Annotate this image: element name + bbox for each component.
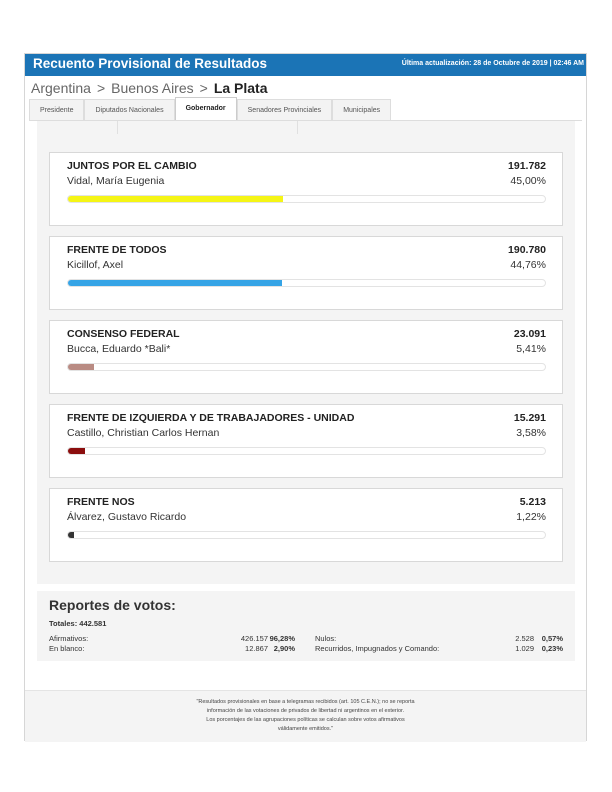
reports-totals: Totales: 442.581 (49, 619, 107, 628)
disclaimer-line: Los porcentajes de las agrupaciones políticas se calculan sobre votos afirmativos (206, 717, 405, 723)
results-frame (24, 53, 587, 741)
vote-reports (37, 591, 575, 661)
page-title: Recuento Provisional de Resultados (33, 56, 268, 71)
afirmativos-label: Afirmativos: (49, 634, 89, 643)
party-name: JUNTOS POR EL CAMBIO (67, 160, 197, 172)
vote-bar-fill (68, 196, 283, 202)
filter-strip (37, 121, 575, 134)
disclaimer-line: válidamente emitidos." (277, 726, 334, 732)
afirmativos-votes: 426.157 (240, 634, 268, 643)
breadcrumb-province[interactable]: Buenos Aires (111, 80, 194, 96)
nulos-percent: 0,57% (541, 634, 563, 643)
breadcrumb (31, 80, 268, 96)
vote-count: 190.780 (508, 244, 546, 256)
recurridos-label: Recurridos, Impugnados y Comando: (315, 644, 440, 653)
party-name: CONSENSO FEDERAL (67, 328, 180, 340)
tab-municipales[interactable]: Municipales (332, 99, 391, 120)
vote-bar (67, 279, 546, 287)
breadcrumb-city: La Plata (213, 80, 268, 96)
tab-gobernador[interactable]: Gobernador (175, 97, 237, 120)
blanco-percent: 2,90% (273, 644, 295, 653)
result-card (49, 152, 563, 226)
vote-percent: 3,58% (516, 427, 546, 439)
blanco-votes: 12.867 (245, 644, 268, 653)
vote-count: 15.291 (513, 412, 546, 424)
tab-diputados-nacionales[interactable]: Diputados Nacionales (84, 99, 174, 120)
disclaimer-line: información de las votaciones de privados de libertad ni argentinos en el exterior. (206, 708, 405, 714)
vote-count: 23.091 (513, 328, 546, 340)
recurridos-percent: 0,23% (541, 644, 563, 653)
vote-percent: 45,00% (510, 175, 546, 187)
vote-bar (67, 447, 546, 455)
blanco-label: En blanco: (49, 644, 85, 653)
party-name: FRENTE DE IZQUIERDA Y DE TRABAJADORES - UNIDAD (67, 412, 355, 424)
vote-bar-fill (68, 364, 94, 370)
vote-count: 191.782 (508, 160, 546, 172)
vote-percent: 1,22% (516, 511, 546, 523)
candidate-name: Álvarez, Gustavo Ricardo (67, 511, 187, 523)
tab-presidente[interactable]: Presidente (29, 99, 84, 120)
strip-divider (117, 121, 118, 134)
reports-title: Reportes de votos: (49, 597, 176, 613)
vote-bar-fill (68, 532, 74, 538)
candidate-name: Kicillof, Axel (67, 259, 124, 271)
results-panel (37, 134, 575, 584)
vote-percent: 5,41% (516, 343, 546, 355)
breadcrumb-separator: > (199, 80, 208, 96)
disclaimer-footer (25, 690, 586, 742)
vote-bar-fill (68, 448, 85, 454)
breadcrumb-separator: > (96, 80, 106, 96)
last-updated: Última actualización: 28 de Octubre de 2019 | 02:46 AM (401, 60, 584, 67)
party-name: FRENTE NOS (67, 496, 135, 508)
election-tabs (29, 99, 391, 120)
candidate-name: Vidal, María Eugenia (67, 175, 165, 187)
vote-bar-fill (68, 280, 282, 286)
nulos-votes: 2.528 (515, 634, 534, 643)
result-card (49, 320, 563, 394)
app-header (25, 54, 586, 76)
vote-bar (67, 531, 546, 539)
afirmativos-percent: 96,28% (269, 634, 295, 643)
recurridos-votes: 1.029 (515, 644, 534, 653)
breadcrumb-country[interactable]: Argentina (31, 80, 91, 96)
candidate-name: Bucca, Eduardo *Bali* (67, 343, 171, 355)
candidate-name: Castillo, Christian Carlos Hernan (67, 427, 220, 439)
tab-senadores-provinciales[interactable]: Senadores Provinciales (237, 99, 333, 120)
party-name: FRENTE DE TODOS (67, 244, 167, 256)
result-card (49, 488, 563, 562)
vote-percent: 44,76% (510, 259, 546, 271)
result-card (49, 236, 563, 310)
vote-bar (67, 195, 546, 203)
vote-bar (67, 363, 546, 371)
strip-divider (297, 121, 298, 134)
disclaimer-line: "Resultados provisionales en base a telegramas recibidos (art. 105 C.E.N.); no se reporta (196, 699, 415, 705)
nulos-label: Nulos: (315, 634, 337, 643)
vote-count: 5.213 (519, 496, 546, 508)
result-card (49, 404, 563, 478)
